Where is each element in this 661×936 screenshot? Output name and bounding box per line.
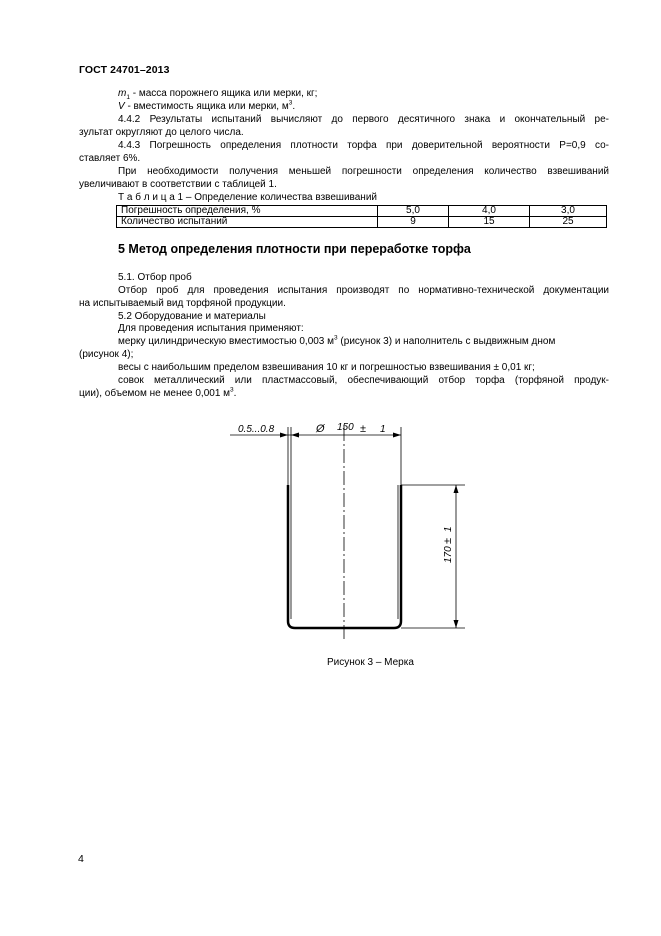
table-cell: 9 [378,217,449,228]
table-cell: 4,0 [449,206,530,217]
s52-item3-line2 [79,388,236,400]
diameter-symbol: Ø [316,423,325,435]
s51-line1: Отбор проб для проведения испытания производят по нормативно-технической документации [118,285,609,296]
arrow-head [454,485,459,493]
table-cell-label: Погрешность определения, % [117,206,378,217]
s52-item1-b: (рисунок 3) и наполнитель с выдвижным дном [337,336,556,347]
document-header: ГОСТ 24701–2013 [79,64,170,76]
arrow-head [393,433,401,438]
s52-item3-sup: 3 [230,386,234,394]
s52-intro: Для проведения испытания применяют: [118,323,304,334]
s52-item1-a: мерку цилиндрическую вместимостью 0,003 м [118,336,335,347]
diameter-value: 150 [337,422,354,433]
v-text: - вместимость ящика или мерки, м [124,101,289,112]
wall-thickness-label: 0.5...0.8 [238,424,275,435]
p443-line2: ставляет 6%. [79,153,141,164]
arrow-head [454,620,459,628]
p442-line2: зультат округляют до целого числа. [79,127,244,138]
s51-heading: 5.1. Отбор проб [118,272,192,283]
table-row [117,206,607,217]
m1-symbol: m [118,88,127,99]
table-row [117,217,607,228]
v-superscript: 3 [288,99,293,107]
table-cell: 25 [530,217,607,228]
section-title: 5 Метод определения плотности при переработке торфа [118,242,471,256]
page-number: 4 [78,853,84,865]
table-cell: 3,0 [530,206,607,217]
arrow-head [280,433,288,438]
s52-heading: 5.2 Оборудование и материалы [118,311,266,322]
height-tol-sign: ± [442,537,454,544]
height-tol: 1 [443,526,454,532]
weighings-table [116,205,607,228]
s52-item1-sup: 3 [334,334,338,342]
vessel-outline [288,485,401,628]
diameter-tol-sign: ± [360,423,367,435]
p-more-line1: При необходимости получения меньшей погрешности определения количество взвешиваний [118,166,609,177]
p-more-line2: увеличивают в соответствии с таблицей 1. [79,179,277,190]
v-end: . [292,101,296,112]
figure-caption: Рисунок 3 – Мерка [327,657,414,668]
m1-definition [118,88,317,100]
table1-caption: Т а б л и ц а 1 – Определение количества взвешиваний [118,192,377,203]
arrow-head [291,433,299,438]
measure-drawing [220,413,470,643]
table-cell: 5,0 [378,206,449,217]
p443-line1: 4.4.3 Погрешность определения плотности торфа при доверительной вероятности Р=0,9 со- [118,140,609,151]
m1-text: - масса порожнего ящика или мерки, кг; [129,88,318,99]
s51-line2: на испытываемый вид торфяной продукции. [79,298,286,309]
v-symbol: V [118,101,125,112]
s52-item1 [118,336,609,348]
s52-item3-end: . [233,388,237,399]
s52-item3-line1: совок металлический или пластмассовый, обеспечивающий отбор торфа (торфяной продук- [118,375,609,386]
diameter-tol: 1 [380,424,386,435]
p442-line1: 4.4.2 Результаты испытаний вычисляют до первого десятичного знака и окончательный ре- [118,114,609,125]
table-cell-label: Количество испытаний [117,217,378,228]
m1-subscript: 1 [126,94,130,101]
v-definition [118,101,295,113]
s52-item3-a: ции), объемом не менее 0,001 м [79,388,231,399]
table-cell: 15 [449,217,530,228]
s52-item1-line2: (рисунок 4); [79,349,134,360]
height-value: 170 [443,546,454,563]
s52-item2: весы с наибольшим пределом взвешивания 10 кг и погрешностью взвешивания ± 0,01 кг; [118,362,535,373]
